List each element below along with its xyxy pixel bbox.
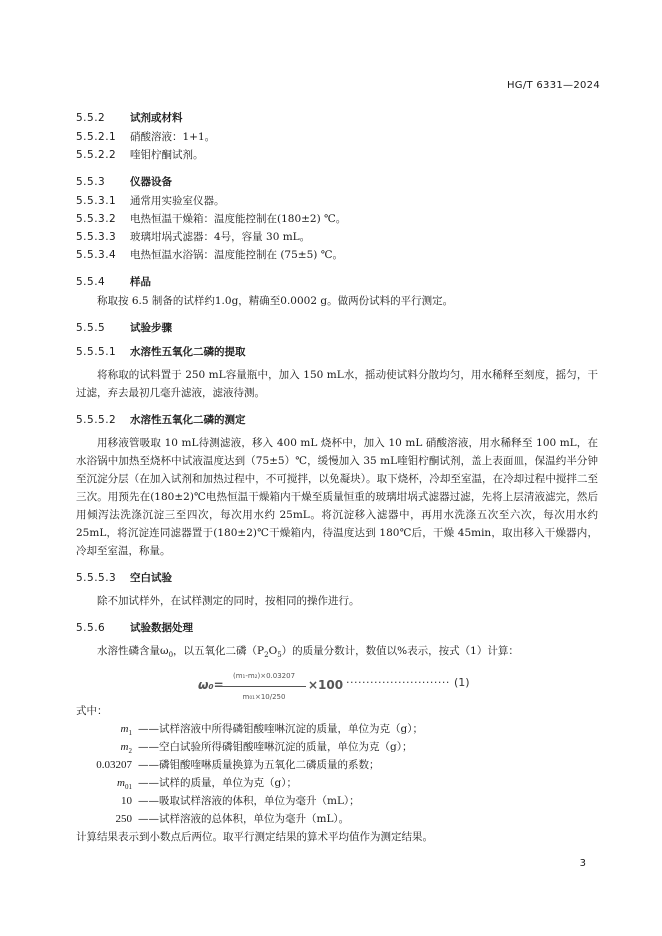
variable-row: [76, 792, 598, 810]
item-5-5-2-2: 5.5.2.2 喹钼柠酮试剂。: [76, 149, 204, 161]
paragraph-extraction: 将称取的试料置于 250 mL容量瓶中，加入 150 mL水，摇动使试料分散均匀，用水稀释至刻度，摇匀，干过滤，弃去最初几毫升滤液，滤液待测。: [76, 369, 598, 399]
paragraph-calc-intro: 水溶性磷含量$\omega_0$，以五氧化二磷$(P_2O_5)$的质量分数计，数值以%表示，按式（1）计算：: [97, 645, 519, 660]
variable-description: ——吸取试样溶液的体积，单位为毫升（mL）；: [138, 795, 360, 808]
formula-number: (1): [454, 676, 470, 690]
variable-description: ——空白试验所得磷钼酸喹啉沉淀的质量，单位为克（g）；: [138, 741, 413, 754]
variable-symbol: $m_1$: [120, 723, 132, 738]
formula-multiplier: ×100: [308, 678, 344, 693]
variable-row: [76, 810, 598, 828]
page-content: [76, 108, 598, 846]
formula-denominator: m₀₁×10/250: [242, 693, 286, 702]
document-id: HG/T 6331—2024: [506, 80, 600, 91]
item-5-5-3-4: 5.5.3.4 电热恒温水浴锅：温度能控制在 (75±5) ℃。: [76, 249, 343, 261]
heading-5-5-2: 5.5.2 试剂或材料: [76, 112, 183, 124]
where-label: 式中：: [76, 705, 108, 718]
variable-description: ——磷钼酸喹啉质量换算为五氧化二磷质量的系数；: [138, 759, 380, 772]
item-5-5-3-2: 5.5.3.2 电热恒温干燥箱：温度能控制在(180±2) ℃。: [76, 213, 347, 225]
variable-list: [76, 720, 598, 828]
variable-row: [76, 738, 598, 756]
variable-symbol: $m_2$: [120, 741, 132, 756]
item-5-5-3-3: 5.5.3.3 玻璃坩埚式滤器：4号，容量 30 mL。: [76, 231, 311, 243]
paragraph-determination: 用移液管吸取 10 mL待测滤液，移入 400 mL 烧杯中，加入 10 mL 硝酸溶液，用水稀释至 100 mL，在水浴锅中加热至烧杯中试液温度达到（75±5）℃，缓慢加入 35 mL喹钼柠酮试剂，盖上表面皿，保温约半分钟至沉淀分层（在加入试剂和加热过程中，不可搅拌，以免凝块）。取下烧杯，冷却至室温，在冷却过程中搅拌二至三次。用预先在(180±2)℃电热恒温干燥箱内干燥至质量恒重的玻璃坩埚式滤器过滤，先将上层清液滤完，然后用倾泻法洗涤沉淀三至四次，每次用水约 25mL。将沉淀移入滤器中，再用水洗涤五次至六次，每次用水约 25mL，将沉淀连同滤器置于(180±2)℃干燥箱内，待温度达到 180℃后，干燥 45min，取出移入干燥器内，冷却至室温，称量。: [76, 437, 598, 557]
formula-leader-dots: ··························: [346, 676, 450, 690]
item-5-5-2-1: 5.5.2.1 硝酸溶液：1+1。: [76, 131, 216, 143]
variable-symbol: 10: [121, 795, 132, 808]
heading-5-5-5-1: 5.5.5.1 水溶性五氧化二磷的提取: [76, 346, 246, 358]
heading-5-5-5-3: 5.5.5.3 空白试验: [76, 572, 172, 584]
variable-symbol: 0.03207: [96, 759, 132, 772]
variable-symbol: $m_{01}$: [117, 777, 132, 792]
variable-row: [76, 774, 598, 792]
heading-5-5-5: 5.5.5 试验步骤: [76, 322, 172, 334]
paragraph-sample: 称取按 6.5 制备的试样约1.0g，精确至0.0002 g。做两份试料的平行测定。: [97, 295, 454, 307]
variable-symbol: 250: [115, 813, 132, 826]
item-5-5-3-1: 5.5.3.1 通常用实验室仪器。: [76, 195, 225, 207]
heading-5-5-6: 5.5.6 试验数据处理: [76, 622, 193, 634]
heading-5-5-4: 5.5.4 样品: [76, 276, 151, 288]
page-number: 3: [579, 858, 586, 869]
variable-row: [76, 756, 598, 774]
formula-1: [76, 666, 598, 702]
variable-description: ——试样溶液的总体积，单位为毫升（mL）。: [138, 813, 350, 826]
variable-description: ——试样溶液中所得磷钼酸喹啉沉淀的质量，单位为克（g）；: [138, 723, 423, 736]
heading-5-5-5-2: 5.5.5.2 水溶性五氧化二磷的测定: [76, 414, 246, 426]
paragraph-result: 计算结果表示到小数点后两位。取平行测定结果的算术平均值作为测定结果。: [76, 831, 433, 844]
variable-description: ——试样的质量，单位为克（g）；: [138, 777, 297, 790]
formula-numerator: (m₁-m₂)×0.03207: [222, 667, 306, 687]
formula-lhs: ω₀=: [198, 678, 224, 693]
variable-row: [76, 720, 598, 738]
heading-5-5-3: 5.5.3 仪器设备: [76, 176, 172, 188]
paragraph-blank-test: 除不加试样外，在试样测定的同时，按相同的操作进行。: [97, 595, 360, 607]
formula-fraction: [222, 667, 306, 706]
